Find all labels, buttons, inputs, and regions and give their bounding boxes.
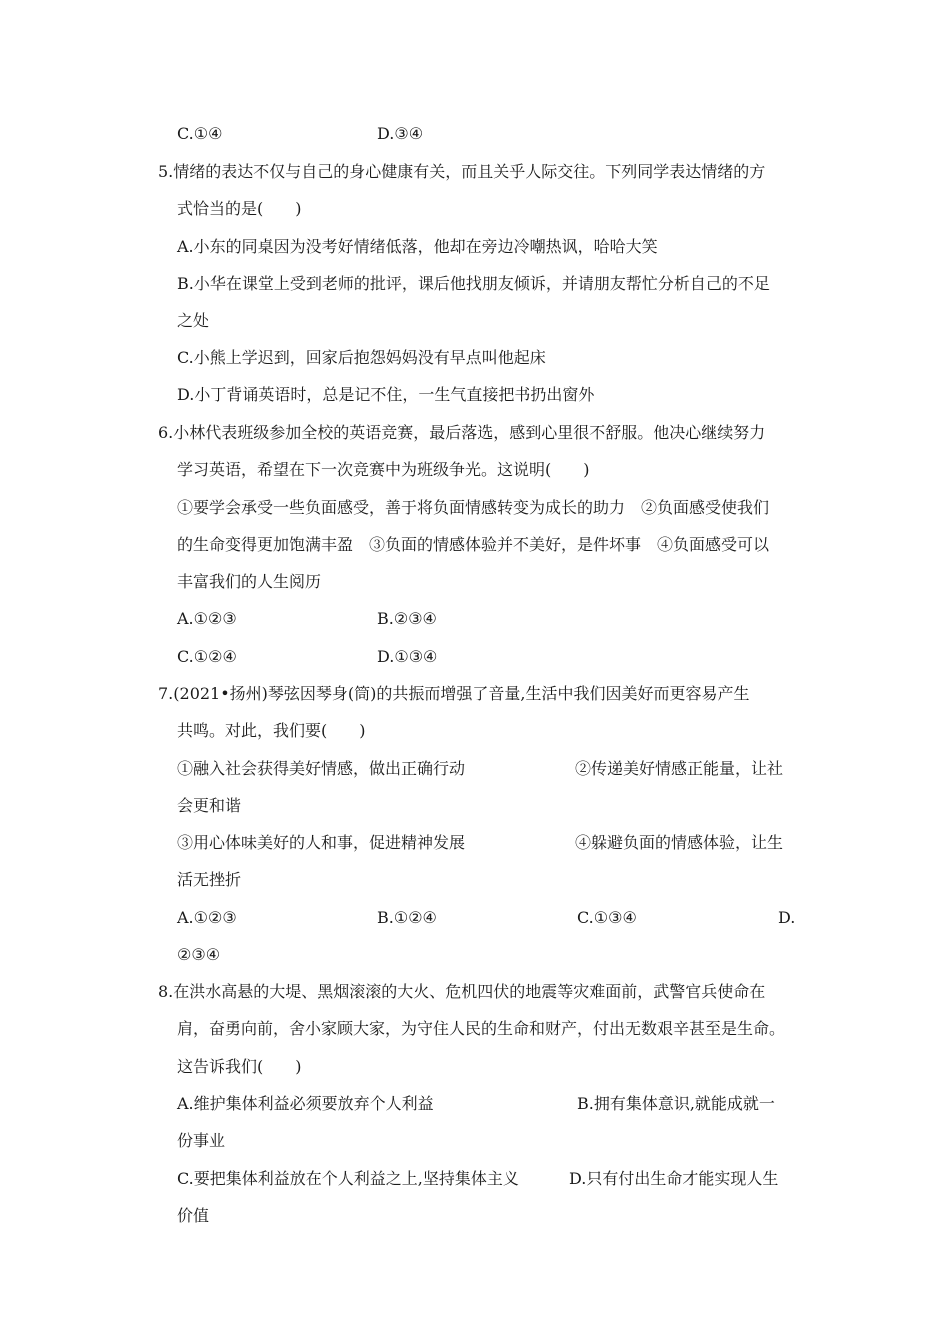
- q6-option-d: D.①③④: [377, 647, 438, 666]
- q7-statement-2-line-1: ②传递美好情感正能量，让社: [575, 759, 784, 778]
- q5-option-c: C.小熊上学迟到，回家后抱怨妈妈没有早点叫他起床: [177, 348, 546, 367]
- q8-option-b-line-2: 份事业: [177, 1131, 226, 1150]
- q7-option-a: A.①②③: [177, 908, 237, 927]
- q7-stem-line-1: 7.(2021•扬州)琴弦因琴身(筒)的共振而增强了音量,生活中我们因美好而更容易产生: [158, 684, 750, 703]
- q8-option-b-line-1: B.拥有集体意识,就能成就一: [577, 1094, 775, 1113]
- q5-stem-line-2: 式恰当的是( ): [177, 199, 302, 218]
- q8-option-c: C.要把集体利益放在个人利益之上,坚持集体主义: [177, 1169, 519, 1188]
- q8-option-a: A.维护集体利益必须要放弃个人利益: [177, 1094, 434, 1113]
- q7-option-d-value: ②③④: [177, 945, 221, 964]
- q4-option-d: D.③④: [377, 124, 424, 143]
- q6-statements-line-2: 的生命变得更加饱满丰盈 ③负面的情感体验并不美好，是件坏事 ④负面感受可以: [177, 535, 770, 554]
- q7-option-b: B.①②④: [377, 908, 437, 927]
- q5-option-a: A.小东的同桌因为没考好情绪低落，他却在旁边冷嘲热讽，哈哈大笑: [177, 237, 658, 256]
- q5-stem-line-1: 5.情绪的表达不仅与自己的身心健康有关，而且关乎人际交往。下列同学表达情绪的方: [158, 162, 766, 181]
- q4-option-c: C.①④: [177, 124, 223, 143]
- q7-statement-3: ③用心体味美好的人和事，促进精神发展: [177, 833, 466, 852]
- q7-statement-4-line-2: 活无挫折: [177, 870, 242, 889]
- q8-stem-line-1: 8.在洪水高悬的大堤、黑烟滚滚的大火、危机四伏的地震等灾难面前，武警官兵使命在: [158, 982, 766, 1001]
- q6-option-c: C.①②④: [177, 647, 237, 666]
- q6-option-a: A.①②③: [177, 609, 237, 628]
- q8-option-d-line-1: D.只有付出生命才能实现人生: [569, 1169, 779, 1188]
- q6-stem-line-1: 6.小林代表班级参加全校的英语竞赛，最后落选，感到心里很不舒服。他决心继续努力: [158, 423, 766, 442]
- q7-option-d-label: D.: [778, 908, 796, 927]
- q7-statement-1: ①融入社会获得美好情感，做出正确行动: [177, 759, 466, 778]
- q5-option-d: D.小丁背诵英语时，总是记不住，一生气直接把书扔出窗外: [177, 385, 595, 404]
- q5-option-b-line-2: 之处: [177, 311, 210, 330]
- q7-option-c: C.①③④: [577, 908, 637, 927]
- q6-stem-line-2: 学习英语，希望在下一次竞赛中为班级争光。这说明( ): [177, 460, 590, 479]
- q8-stem-line-2: 肩，奋勇向前，舍小家顾大家，为守住人民的生命和财产，付出无数艰辛甚至是生命。: [177, 1019, 786, 1038]
- q7-statement-2-line-2: 会更和谐: [177, 796, 242, 815]
- q8-stem-line-3: 这告诉我们( ): [177, 1057, 302, 1076]
- q8-option-d-line-2: 价值: [177, 1206, 210, 1225]
- q6-statements-line-3: 丰富我们的人生阅历: [177, 572, 322, 591]
- q7-stem-line-2: 共鸣。对此，我们要( ): [177, 721, 366, 740]
- q7-statement-4-line-1: ④躲避负面的情感体验，让生: [575, 833, 784, 852]
- q5-option-b-line-1: B.小华在课堂上受到老师的批评，课后他找朋友倾诉，并请朋友帮忙分析自己的不足: [177, 274, 770, 293]
- q6-statements-line-1: ①要学会承受一些负面感受，善于将负面情感转变为成长的助力 ②负面感受使我们: [177, 498, 770, 517]
- q6-option-b: B.②③④: [377, 609, 437, 628]
